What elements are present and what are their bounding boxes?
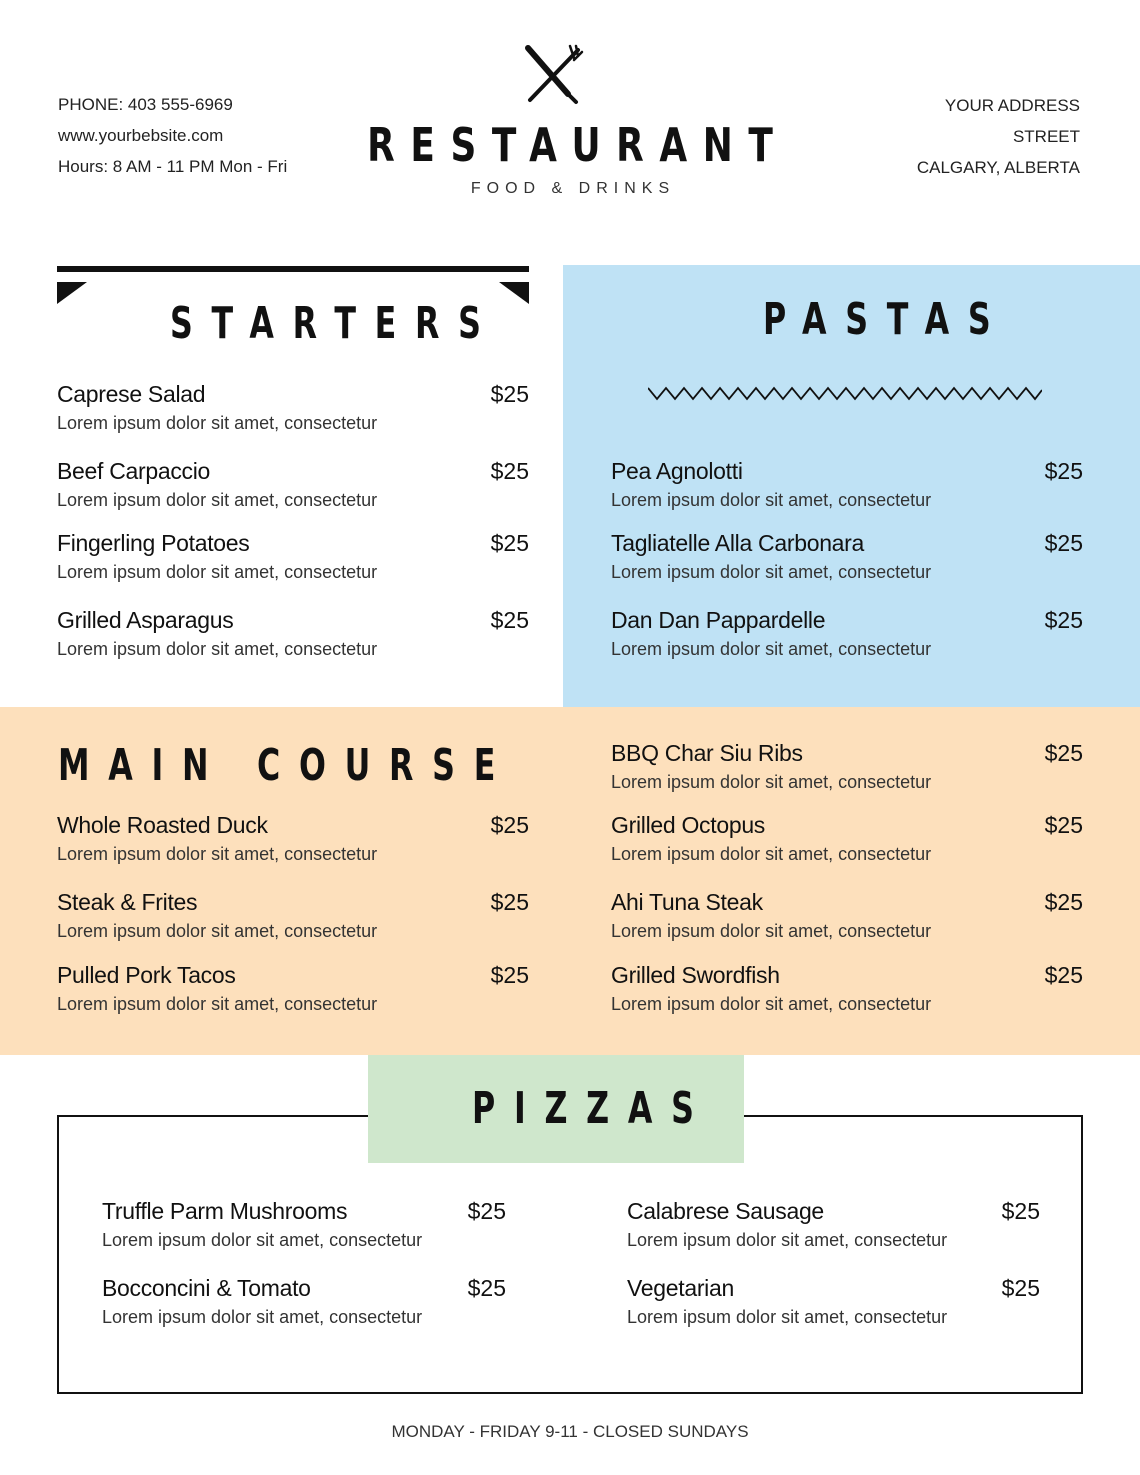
item-price: $25: [490, 812, 529, 838]
item-name: Grilled Asparagus: [57, 607, 234, 633]
item-desc: Lorem ipsum dolor sit amet, consectetur: [102, 1230, 423, 1250]
menu-item: [611, 812, 1083, 865]
item-price: $25: [1001, 1198, 1040, 1224]
address-line-3: CALGARY, ALBERTA: [916, 158, 1080, 177]
item-name: Ahi Tuna Steak: [611, 889, 763, 915]
menu-item: [611, 530, 1083, 583]
address-line-1: YOUR ADDRESS: [944, 96, 1080, 115]
hours-text: Hours: 8 AM - 11 PM Mon - Fri: [58, 157, 288, 176]
menu-item: [57, 458, 529, 511]
item-name: Caprese Salad: [57, 381, 206, 407]
item-name: Fingerling Potatoes: [57, 530, 250, 556]
item-desc: Lorem ipsum dolor sit amet, consectetur: [611, 490, 932, 510]
item-price: $25: [490, 962, 529, 988]
item-name: Calabrese Sausage: [627, 1198, 824, 1224]
item-name: Dan Dan Pappardelle: [611, 607, 826, 633]
menu-item: [611, 740, 1083, 793]
fork-knife-icon: [520, 44, 584, 106]
item-price: $25: [490, 889, 529, 915]
item-name: Beef Carpaccio: [57, 458, 211, 484]
item-name: Whole Roasted Duck: [57, 812, 268, 838]
main-course-title: MAIN COURSE: [58, 740, 515, 791]
item-price: $25: [490, 530, 529, 556]
item-desc: Lorem ipsum dolor sit amet, consectetur: [627, 1230, 948, 1250]
item-name: Tagliatelle Alla Carbonara: [611, 530, 865, 556]
phone-text: PHONE: 403 555-6969: [58, 95, 233, 114]
starters-title: STARTERS: [170, 298, 500, 349]
item-price: $25: [1044, 962, 1083, 988]
item-desc: Lorem ipsum dolor sit amet, consectetur: [57, 490, 378, 510]
item-desc: Lorem ipsum dolor sit amet, consectetur: [57, 562, 378, 582]
item-name: Grilled Swordfish: [611, 962, 780, 988]
item-name: Pulled Pork Tacos: [57, 962, 236, 988]
menu-item: [57, 889, 529, 942]
pastas-title: PASTAS: [763, 294, 1010, 345]
item-desc: Lorem ipsum dolor sit amet, consectetur: [57, 639, 378, 659]
item-desc: Lorem ipsum dolor sit amet, consectetur: [57, 994, 378, 1014]
item-price: $25: [467, 1275, 506, 1301]
pizzas-title: PIZZAS: [472, 1083, 713, 1134]
zigzag-divider: [648, 384, 1042, 404]
menu-item: [57, 812, 529, 865]
menu-item: [57, 962, 529, 1015]
menu-item: [627, 1275, 1040, 1328]
item-price: $25: [1044, 812, 1083, 838]
menu-item: [57, 530, 529, 583]
item-desc: Lorem ipsum dolor sit amet, consectetur: [611, 844, 932, 864]
website-text: www.yourbebsite.com: [58, 126, 224, 145]
menu-item: [57, 381, 529, 434]
item-name: Steak & Frites: [57, 889, 198, 915]
item-price: $25: [1001, 1275, 1040, 1301]
item-desc: Lorem ipsum dolor sit amet, consectetur: [611, 639, 932, 659]
item-price: $25: [490, 381, 529, 407]
item-desc: Lorem ipsum dolor sit amet, consectetur: [611, 562, 932, 582]
menu-item: [611, 889, 1083, 942]
item-price: $25: [1044, 889, 1083, 915]
menu-item: [57, 607, 529, 660]
item-name: Bocconcini & Tomato: [102, 1275, 311, 1301]
brand-title: RESTAURANT: [367, 118, 789, 172]
menu-item: [611, 962, 1083, 1015]
item-name: Truffle Parm Mushrooms: [102, 1198, 348, 1224]
item-price: $25: [1044, 458, 1083, 484]
item-price: $25: [490, 458, 529, 484]
footer-hours: MONDAY - FRIDAY 9-11 - CLOSED SUNDAYS: [391, 1422, 749, 1441]
item-desc: Lorem ipsum dolor sit amet, consectetur: [611, 772, 932, 792]
menu-item: [611, 607, 1083, 660]
address-line-2: STREET: [1012, 127, 1080, 146]
item-desc: Lorem ipsum dolor sit amet, consectetur: [611, 994, 932, 1014]
menu-item: [627, 1198, 1040, 1251]
item-price: $25: [1044, 740, 1083, 766]
item-name: Pea Agnolotti: [611, 458, 743, 484]
item-price: $25: [467, 1198, 506, 1224]
item-name: Vegetarian: [627, 1275, 734, 1301]
item-price: $25: [1044, 607, 1083, 633]
item-desc: Lorem ipsum dolor sit amet, consectetur: [627, 1307, 948, 1327]
item-name: BBQ Char Siu Ribs: [611, 740, 803, 766]
starters-banner-bar: [57, 266, 529, 272]
menu-item: [611, 458, 1083, 511]
brand-subtitle: FOOD & DRINKS: [470, 180, 676, 197]
item-price: $25: [490, 607, 529, 633]
item-price: $25: [1044, 530, 1083, 556]
menu-item: [102, 1275, 506, 1328]
item-desc: Lorem ipsum dolor sit amet, consectetur: [611, 921, 932, 941]
item-name: Grilled Octopus: [611, 812, 766, 838]
item-desc: Lorem ipsum dolor sit amet, consectetur: [57, 413, 378, 433]
item-desc: Lorem ipsum dolor sit amet, consectetur: [57, 921, 378, 941]
item-desc: Lorem ipsum dolor sit amet, consectetur: [102, 1307, 423, 1327]
item-desc: Lorem ipsum dolor sit amet, consectetur: [57, 844, 378, 864]
menu-item: [102, 1198, 506, 1251]
